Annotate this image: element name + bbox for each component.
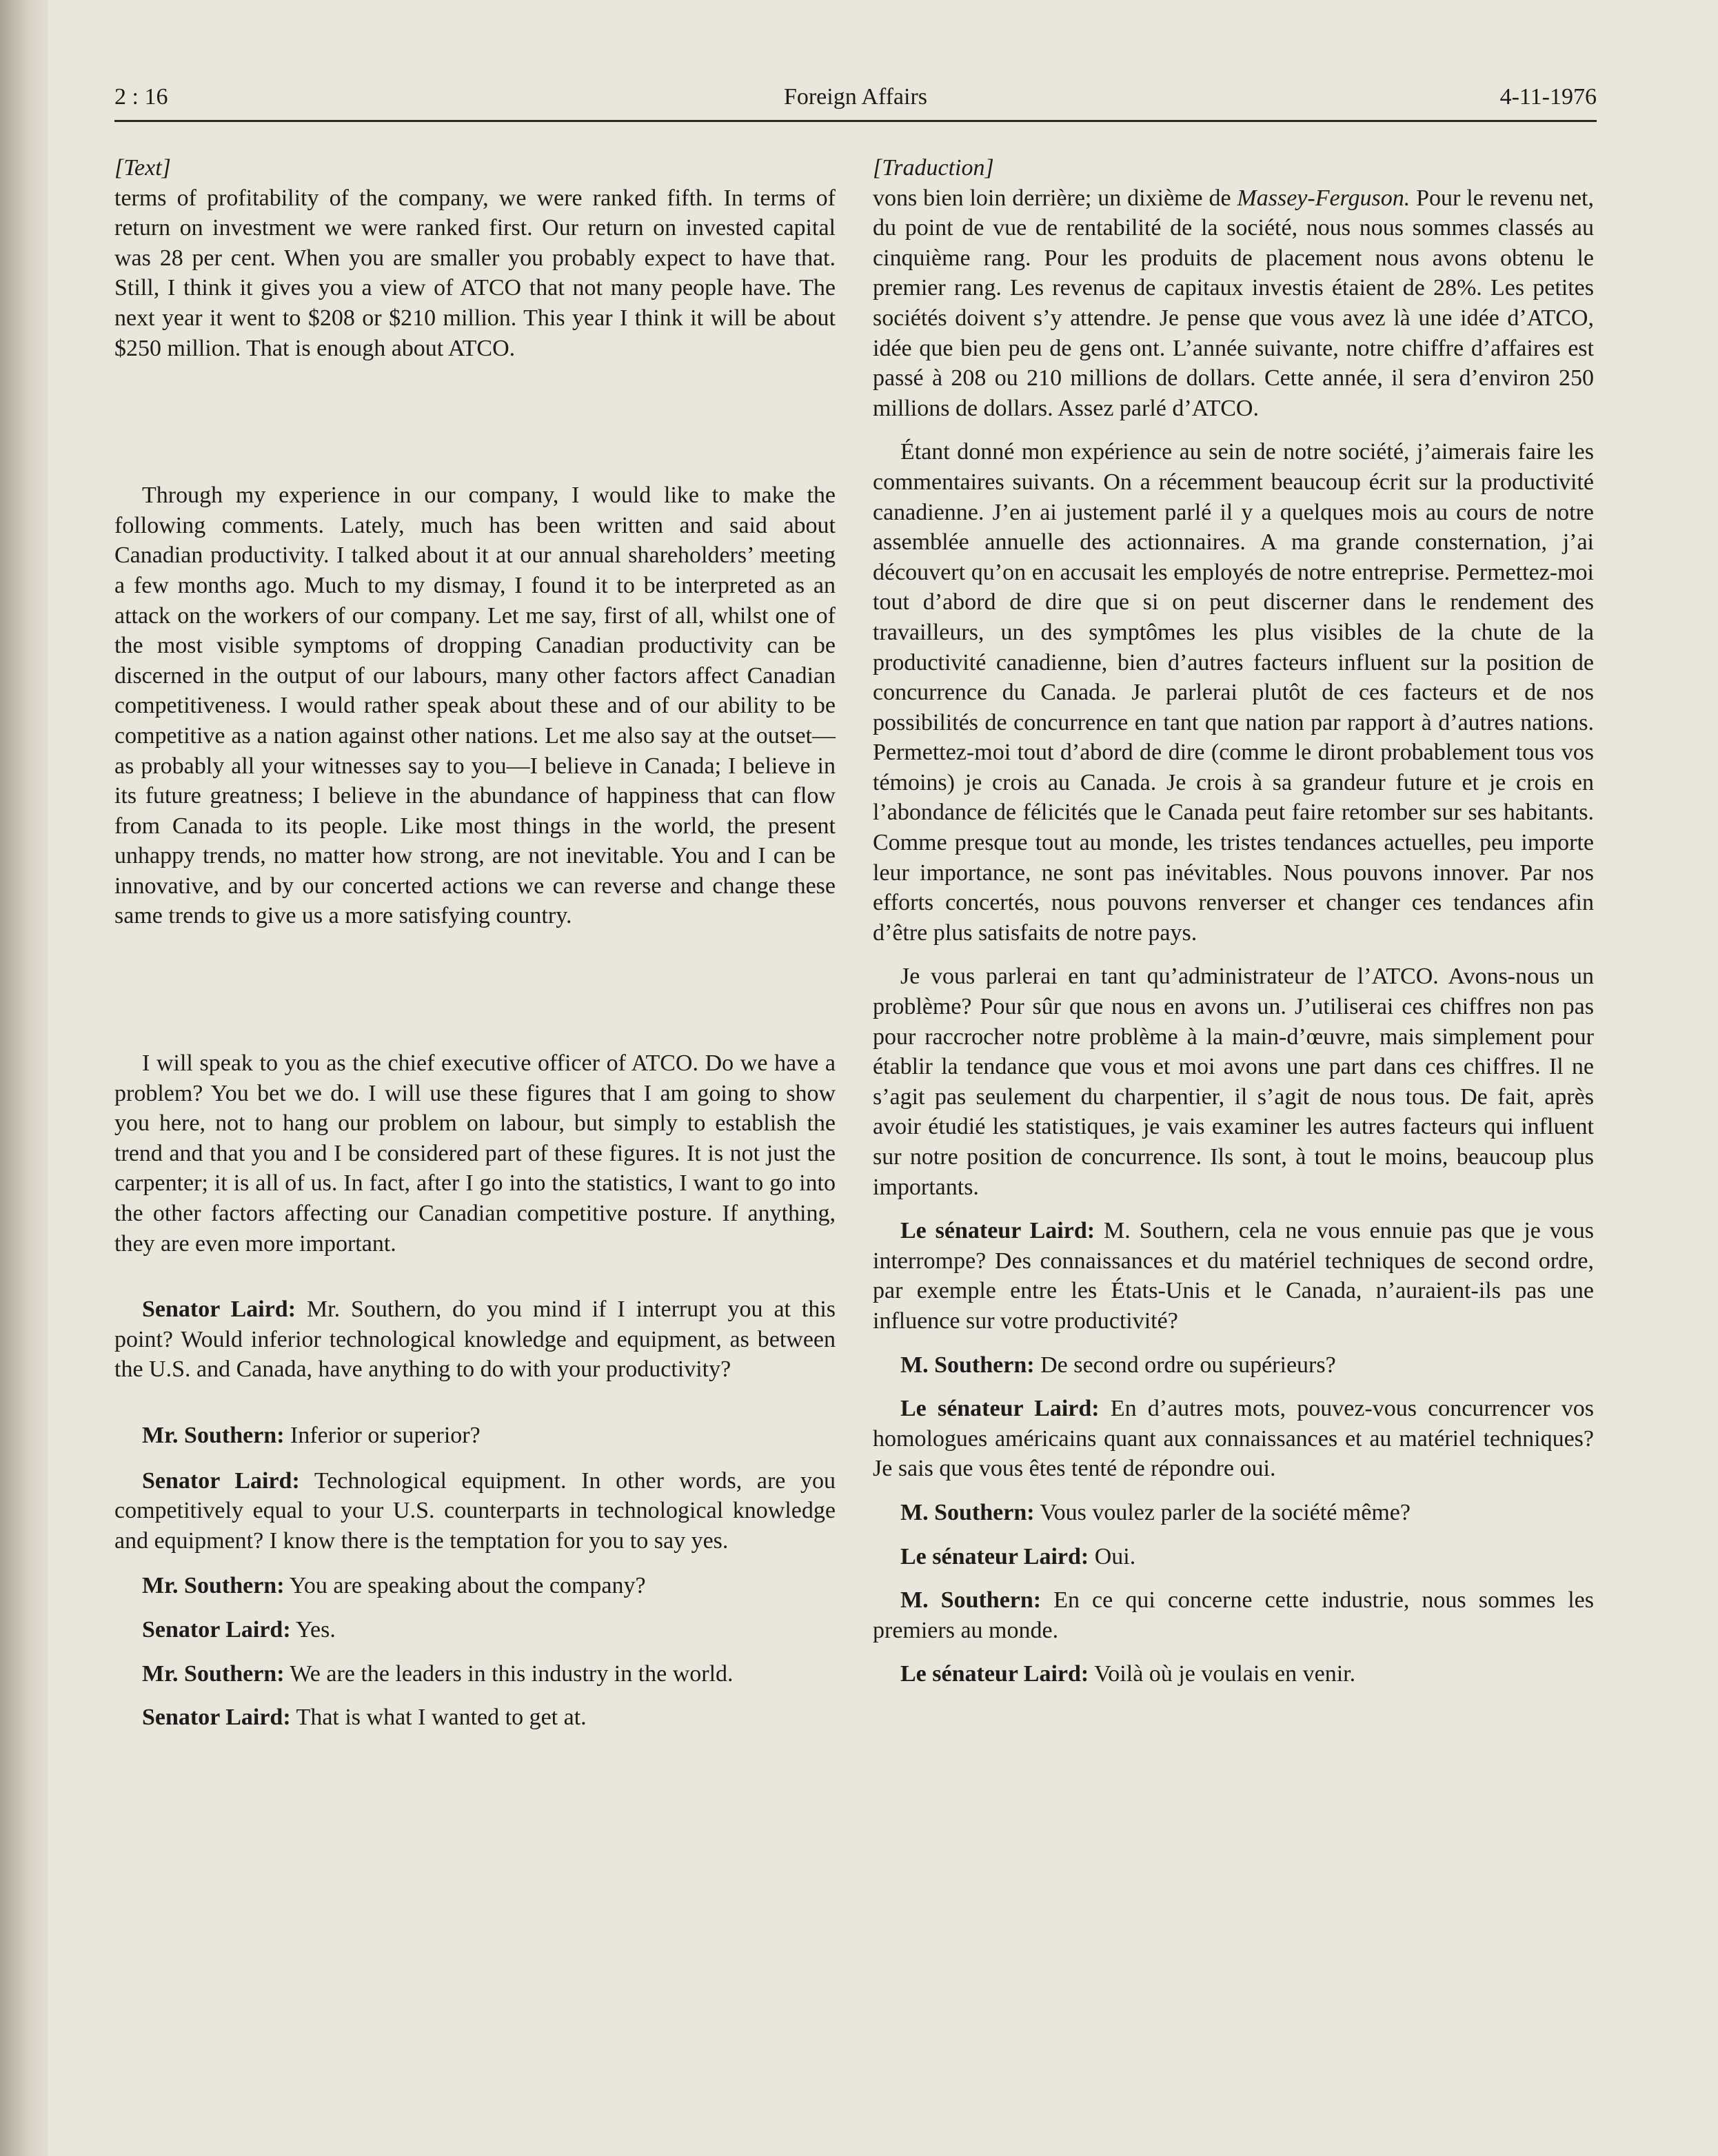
- page-header: [114, 81, 1597, 122]
- exchange: [873, 1585, 1594, 1645]
- speaker-name: Senator Laird:: [142, 1705, 291, 1731]
- speaker-name: Le sénateur Laird:: [900, 1218, 1095, 1244]
- text-run: vons bien loin derrière; un dixième de: [873, 185, 1237, 211]
- header-title: Foreign Affairs: [783, 84, 928, 110]
- exchange: [114, 1421, 836, 1451]
- speaker-name: M. Southern:: [900, 1352, 1035, 1378]
- exchange: [114, 1466, 836, 1556]
- speech-text: Vous voulez parler de la société même?: [1040, 1499, 1411, 1525]
- header-date: 4-11-1976: [1499, 84, 1597, 110]
- exchange: [873, 1542, 1594, 1572]
- exchange: [114, 1294, 836, 1385]
- paragraph: I will speak to you as the chief executive officer of ATCO. Do we have a problem? You bet we do. I will use these figures that I am going to show you here, not to hang our problem on labour, but simply to establish the trend and that you and I be considered part of these figures. It is not just the carpenter; it is all of us. In fact, after I go into the statistics, I want to go into the other factors affecting our Canadian competitive posture. If anything, they are even more important.: [114, 1050, 836, 1257]
- speaker-name: Mr. Southern:: [142, 1573, 285, 1599]
- exchange: [873, 1394, 1594, 1484]
- column-label-traduction: [Traduction]: [873, 155, 994, 181]
- speech-text: Inferior or superior?: [290, 1423, 481, 1448]
- header-page-number: 2 : 16: [114, 84, 168, 110]
- speech-text: You are speaking about the company?: [289, 1573, 646, 1599]
- speech-text: Mr. Southern, do you mind if I interrupt you at this point? Would inferior technological knowledge and equipment, as between the U.S. and Canada, have anything to do with your productivity?: [114, 1296, 836, 1383]
- exchange: [114, 1659, 836, 1689]
- exchange: [873, 1216, 1594, 1336]
- exchange: [873, 1659, 1594, 1689]
- company-name-italic: Massey-Ferguson.: [1237, 185, 1411, 211]
- text-run: Pour le revenu net, du point de vue de rentabilité de la société, nous nous sommes classés au cinquième rang. Pour les produits de placement nous avons obtenu le premier rang. Les revenus de capitaux investis étaient de 28%. Les petites sociétés doivent s’y attendre. Je pense que vous avez là une idée d’ATCO, idée que bien peu de gens ont. L’année suivante, notre chiffre d’affaires est passé à 208 ou 210 millions de dollars. Cette année, il sera d’environ 250 millions de dollars. Assez parlé d’ATCO.: [873, 185, 1595, 421]
- speaker-name: Le sénateur Laird:: [900, 1661, 1089, 1687]
- speech-text: Voilà où je voulais en venir.: [1094, 1661, 1356, 1687]
- paragraph: Je vous parlerai en tant qu’administrateur de l’ATCO. Avons-nous un problème? Pour sûr que nous en avons un. J’utiliserai ces chiffres non pas pour raccrocher notre problème à la main-d’œuvre, mais simplement pour établir la tendance que vous et moi avons une part dans ces chiffres. Il ne s’agit pas seulement du charpentier, il s’agit de nous tous. De fait, après avoir étudié les statistiques, je vais examiner les autres facteurs qui influent sur notre position de concurrence. Ils sont, à tout le moins, beaucoup plus importants.: [873, 964, 1594, 1200]
- speech-text: Yes.: [295, 1616, 336, 1643]
- exchange: [114, 1702, 836, 1733]
- speaker-name: Senator Laird:: [142, 1616, 291, 1643]
- speech-text: En d’autres mots, pouvez-vous concurrencer vos homologues américains quant aux connaissances et au matériel techniques? Je sais que vous êtes tenté de répondre oui.: [873, 1396, 1594, 1482]
- speaker-name: Senator Laird:: [142, 1296, 296, 1323]
- speaker-name: M. Southern:: [900, 1587, 1042, 1614]
- speaker-name: Senator Laird:: [142, 1467, 300, 1494]
- speech-text: Oui.: [1094, 1543, 1136, 1569]
- speech-text: We are the leaders in this industry in the world.: [290, 1660, 734, 1687]
- paragraph: Through my experience in our company, I would like to make the following comments. Lately, much has been written and said about Canadian productivity. I talked about it at our annual shareholders’ meeting a few months ago. Much to my dismay, I found it to be interpreted as an attack on the workers of our company. Let me say, first of all, whilst one of the most visible symptoms of dropping Canadian productivity can be discerned in the output of our labours, many other factors affect Canadian competitiveness. I would rather speak about these and of our ability to be competitive as a nation against other nations. Let me also say at the outset—as probably all your witnesses say to you—I believe in Canada; I believe in its future greatness; I believe in the abundance of happiness that can flow from Canada to its people. Like most things in the world, the present unhappy trends, no matter how strong, are not inevitable. You and I can be innovative, and by our concerted actions we can reverse and change these same trends to give us a more satisfying country.: [114, 482, 836, 929]
- speech-text: En ce qui concerne cette industrie, nous sommes les premiers au monde.: [873, 1587, 1594, 1643]
- speech-text: M. Southern, cela ne vous ennuie pas que je vous interrompe? Des connaissances et du matériel techniques de second ordre, par exemple entre les États-Unis et le Canada, n’auraient-ils pas une influence sur votre productivité?: [873, 1218, 1595, 1334]
- paragraph: terms of profitability of the company, we were ranked fifth. In terms of return on investment we were ranked first. Our return on invested capital was 28 per cent. When you are smaller you probably expect to have that. Still, I think it gives you a view of ATCO that not many people have. The next year it went to $208 or $210 million. This year I think it will be about $250 million. That is enough about ATCO.: [114, 185, 836, 361]
- french-column: [873, 153, 1594, 1689]
- exchange: [873, 1498, 1594, 1528]
- exchange: [114, 1571, 836, 1601]
- exchange: [873, 1350, 1594, 1381]
- speech-text: Technological equipment. In other words, are you competitively equal to your U.S. counterparts in technological knowledge and equipment? I know there is the temptation for you to say yes.: [114, 1467, 836, 1554]
- exchange: [114, 1615, 836, 1645]
- speaker-name: Le sénateur Laird:: [900, 1396, 1100, 1422]
- speaker-name: Mr. Southern:: [142, 1660, 285, 1687]
- speaker-name: Mr. Southern:: [142, 1423, 285, 1448]
- column-label-text: [Text]: [114, 155, 171, 181]
- page-binding-edge: [0, 0, 48, 2156]
- speech-text: De second ordre ou supérieurs?: [1040, 1352, 1336, 1378]
- speaker-name: Le sénateur Laird:: [900, 1543, 1089, 1569]
- english-column: [114, 153, 836, 1733]
- speech-text: That is what I wanted to get at.: [296, 1705, 587, 1731]
- paragraph: [873, 183, 1594, 424]
- paragraph: Étant donné mon expérience au sein de notre société, j’aimerais faire les commentaires suivants. On a récemment beaucoup écrit sur la productivité canadienne. J’en ai justement parlé il y a quelques mois au cours de notre assemblée annuelle des actionnaires. A ma grande consternation, j’ai découvert qu’on en accusait les employés de notre entreprise. Permettez-moi tout d’abord de dire que si on peut discerner dans le rendement des travailleurs, un des symptômes les plus visibles de la chute de la productivité canadienne, bien d’autres facteurs influent sur la position de concurrence du Canada. Je parlerai plutôt de ces facteurs et de nos possibilités de concurrence en tant que nation par rapport à d’autres nations. Permettez-moi tout d’abord de dire (comme le diront probablement tous vos témoins) je crois au Canada. Je crois à sa grandeur future et je crois en l’abondance de félicités que le Canada peut faire retomber sur ses habitants. Comme presque tout au monde, les tristes tendances actuelles, peu importe leur importance, ne sont pas inévitables. Nous pouvons innover. Par nos efforts concertés, nous pouvons renverser et changer ces tendances afin d’être plus satisfaits de notre pays.: [873, 439, 1594, 946]
- speaker-name: M. Southern:: [900, 1499, 1035, 1525]
